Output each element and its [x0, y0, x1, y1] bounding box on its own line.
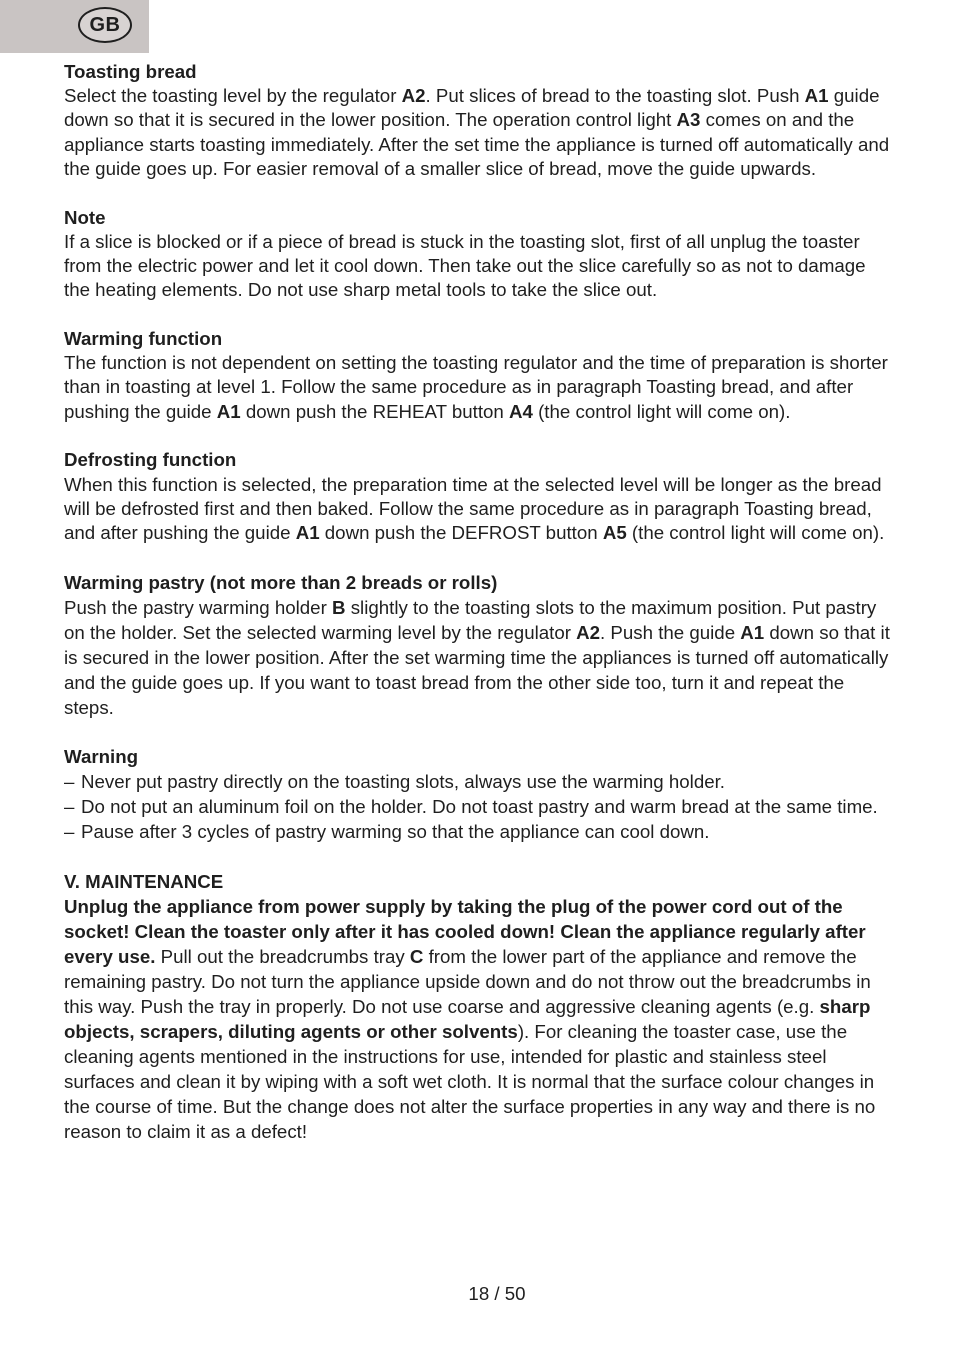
text-run: (the control light will come on). — [532, 400, 791, 422]
list-item — [64, 794, 894, 819]
text-run: . Push the guide — [600, 621, 741, 643]
section-warming-function — [64, 327, 894, 424]
dash-bullet: – — [64, 771, 75, 793]
text-run: down push the REHEAT button — [240, 400, 509, 422]
section-paragraph — [64, 473, 894, 546]
section-paragraph — [64, 351, 894, 424]
part-reference: A1 — [216, 400, 241, 422]
page-number: 18 / 50 — [468, 1283, 526, 1304]
bold-text-run: sharp objects, scrapers, diluting agents or other solvents — [64, 996, 871, 1043]
section-defrosting-function — [64, 448, 894, 545]
section-warning — [64, 744, 894, 844]
section-heading: V. MAINTENANCE — [64, 871, 224, 893]
section-paragraph — [64, 84, 894, 181]
section-heading: Warning — [64, 746, 139, 768]
text-run: slightly to the toasting slots to the maximum position. Put pastry on the holder. Set the selected warming level by the regulator — [64, 596, 877, 643]
language-tab — [0, 0, 149, 53]
bold-warning-text: Unplug the appliance from power supply by taking the plug of the power cord out of the socket! Clean the toaster only after it has cooled down! Clean the appliance regularly after every use. — [64, 896, 866, 968]
text-run: comes on and the appliance starts toasting immediately. After the set time the appliance is turned off automatically and the guide goes up. For easier removal of a smaller slice of bread, move the guide upwards. — [64, 109, 890, 179]
text-run: When this function is selected, the preparation time at the selected level will be longer as the bread will be defrosted first and then baked. Follow the same procedure as in paragraph Toasting bread, and after pushing the guide — [64, 473, 882, 544]
section-heading: Defrosting function — [64, 449, 237, 471]
list-item-text: Never put pastry directly on the toasting slots, always use the warming holder. — [81, 771, 725, 793]
part-reference: A2 — [401, 85, 426, 107]
section-heading: Toasting bread — [64, 61, 197, 82]
part-reference: A4 — [509, 400, 533, 422]
part-reference: A1 — [295, 522, 320, 544]
text-run: guide down so that it is secured in the lower position. The operation control light — [64, 85, 880, 131]
warning-list — [64, 769, 894, 844]
section-maintenance — [64, 869, 894, 1144]
part-reference: A1 — [740, 621, 765, 643]
text-run: Pull out the breadcrumbs tray — [155, 946, 410, 968]
text-run: from the lower part of the appliance and remove the remaining pastry. Do not turn the appliance upside down and do not throw out the breadcrumbs in this way. Push the tray in properly. Do not use coarse and aggressive cleaning agents (e.g. — [64, 946, 871, 1018]
section-heading: Note — [64, 206, 106, 228]
text-run: ). For cleaning the toaster case, use the cleaning agents mentioned in the instructions for use, intended for plastic and stainless steel surfaces and clean it by wiping with a soft wet cloth. It is normal that the surface colour changes in the course of time. But the change does not alter the surface properties in any way and there is no reason to claim it as a defect! — [64, 1021, 876, 1143]
dash-bullet: – — [64, 821, 75, 843]
text-run: Select the toasting level by the regulator — [64, 85, 402, 107]
list-item — [64, 769, 894, 794]
text-run: down so that it is secured in the lower position. After the set warming time the appliances is turned off automatically and the guide goes up. If you want to toast bread from the other side too, turn it and repeat the steps. — [64, 621, 890, 718]
part-reference: A3 — [676, 109, 701, 131]
text-run: Push the pastry warming holder — [64, 596, 332, 618]
text-run: (the control light will come on). — [626, 522, 885, 544]
part-reference: B — [332, 596, 346, 618]
section-heading: Warming function — [64, 328, 223, 350]
section-paragraph — [64, 595, 894, 720]
document-body — [64, 60, 894, 1169]
section-paragraph — [64, 894, 894, 1144]
section-toasting-bread — [64, 60, 894, 181]
part-reference: C — [409, 946, 424, 968]
section-note — [64, 206, 894, 303]
list-item-text: Pause after 3 cycles of pastry warming so that the appliance can cool down. — [81, 821, 710, 843]
text-run: down push the DEFROST button — [319, 522, 603, 544]
dash-bullet: – — [64, 796, 75, 818]
text-run: . Put slices of bread to the toasting slot. Push — [425, 85, 805, 107]
section-heading: Warming pastry (not more than 2 breads or rolls) — [64, 571, 498, 593]
list-item — [64, 819, 894, 844]
list-item-text: Do not put an aluminum foil on the holder. Do not toast pastry and warm bread at the same time. — [81, 796, 878, 818]
part-reference: A2 — [576, 621, 601, 643]
text-run: The function is not dependent on setting the toasting regulator and the time of preparation is shorter than in toasting at level 1. Follow the same procedure as in paragraph Toasting bread, and after pushing the guide — [64, 352, 888, 422]
language-badge: GB — [78, 7, 132, 43]
section-warming-pastry — [64, 570, 894, 720]
part-reference: A5 — [602, 522, 627, 544]
section-paragraph: If a slice is blocked or if a piece of bread is stuck in the toasting slot, first of all unplug the toaster from the electric power and let it cool down. Then take out the slice carefully so as not to damage the heating elements. Do not use sharp metal tools to take the slice out. — [64, 230, 866, 301]
part-reference: A1 — [804, 85, 829, 107]
